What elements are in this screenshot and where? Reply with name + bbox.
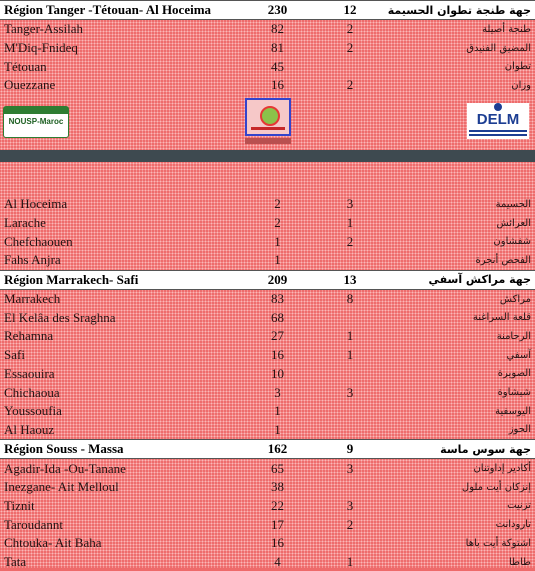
- province-name: Essaouira: [4, 365, 55, 381]
- delm-logo-text: DELM: [476, 111, 520, 128]
- region-name: Région Tanger -Tétouan- Al Hoceima: [0, 1, 235, 20]
- count-b: 1: [346, 554, 354, 570]
- province-name-arabic: جهة مراكش آسفي: [380, 270, 535, 289]
- table-row: [0, 57, 535, 76]
- count-a: 1: [274, 421, 281, 437]
- table-row: [0, 421, 535, 440]
- province-name-arabic: جهة سوس ماسة: [380, 440, 535, 459]
- province-name-arabic: إنزكان أيت ملول: [461, 481, 531, 493]
- province-name: Marrakech: [4, 291, 61, 307]
- table-bottom: [0, 195, 535, 571]
- region-total-a: 230: [235, 1, 320, 20]
- province-name-arabic: الصويرة: [497, 368, 531, 380]
- table-row: [0, 515, 535, 534]
- count-a: 4: [274, 554, 281, 570]
- count-b: 3: [346, 196, 354, 212]
- province-name: Larache: [4, 215, 46, 231]
- province-name: Tétouan: [4, 58, 47, 74]
- province-name-arabic: آسفي: [506, 349, 531, 361]
- province-name: Chichaoua: [4, 384, 60, 400]
- top-spacer: [0, 162, 535, 195]
- table-bottom-body: [0, 195, 535, 571]
- delm-dot-icon: [494, 103, 502, 111]
- count-b: 1: [346, 215, 354, 231]
- province-name-arabic: أكادير إداوتنان: [473, 463, 531, 475]
- province-name: Al Hoceima: [4, 196, 68, 212]
- count-a: 1: [274, 403, 281, 419]
- table-row: [0, 383, 535, 402]
- table-row: [0, 346, 535, 365]
- province-name: Agadir-Ida -Ou-Tanane: [4, 460, 126, 476]
- count-a: 209: [235, 270, 320, 289]
- count-b: 2: [346, 233, 354, 249]
- province-name-arabic: مراكش: [499, 293, 531, 305]
- count-b: [320, 421, 380, 440]
- province-name-arabic: الحسيمة: [495, 198, 531, 210]
- delm-logo: [467, 103, 529, 139]
- province-name: Taroudannt: [4, 516, 64, 532]
- table-row: [0, 195, 535, 214]
- province-name-arabic: تزنيت: [507, 500, 531, 512]
- count-b: 3: [346, 384, 354, 400]
- count-b: 2: [346, 516, 354, 532]
- count-b: [320, 251, 380, 270]
- province-name-arabic: المضيق الفنيدق: [466, 42, 531, 54]
- table-row: [0, 308, 535, 327]
- province-name: Ouezzane: [4, 77, 56, 93]
- count-b: 3: [346, 460, 354, 476]
- province-name-arabic: تارودانت: [495, 519, 531, 531]
- table-row: [0, 39, 535, 58]
- region-header-row: [0, 440, 535, 459]
- page-bottom: [0, 162, 535, 568]
- region-total-b: 12: [320, 1, 380, 20]
- province-name-arabic: الحوز: [508, 424, 531, 436]
- province-name: Chtouka- Ait Baha: [4, 535, 102, 551]
- table-row: [0, 289, 535, 308]
- table-row: [0, 402, 535, 421]
- province-name-arabic: طنجة أصيلة: [482, 23, 531, 35]
- region-header-row: [0, 270, 535, 289]
- province-name-arabic: طاطا: [508, 556, 531, 568]
- table-row: [0, 20, 535, 39]
- table-row: [0, 232, 535, 251]
- province-name: Youssoufia: [4, 403, 62, 419]
- province-name-arabic: العرائش: [496, 217, 531, 229]
- nousp-logo-text: NOUSP-Maroc: [8, 117, 64, 126]
- count-b: 8: [346, 291, 354, 307]
- count-b: 1: [346, 328, 354, 344]
- province-name: Région Marrakech- Safi: [0, 270, 235, 289]
- count-a: 82: [271, 21, 284, 37]
- table-row: [0, 534, 535, 553]
- count-b: [320, 478, 380, 497]
- table-top-body: [0, 1, 535, 95]
- count-a: 10: [271, 365, 284, 381]
- table-row: [0, 327, 535, 346]
- count-b: 2: [346, 77, 354, 93]
- province-name: Tiznit: [4, 497, 35, 513]
- province-name: Inezgane- Ait Melloul: [4, 479, 119, 495]
- province-name: Rehamna: [4, 328, 54, 344]
- count-a: 81: [271, 40, 284, 56]
- count-a: 16: [271, 347, 284, 363]
- province-name-arabic: وزان: [511, 79, 531, 91]
- count-b: [320, 57, 380, 76]
- ministry-emblem-logo: [245, 98, 291, 136]
- count-a: 27: [271, 328, 284, 344]
- count-a: 162: [235, 440, 320, 459]
- province-name: M'Diq-Fnideq: [4, 40, 78, 56]
- count-a: 38: [271, 479, 284, 495]
- delm-logo-lines: [469, 130, 527, 132]
- count-b: [320, 402, 380, 421]
- count-b: 1: [346, 347, 354, 363]
- emblem-line: [251, 127, 285, 130]
- count-a: 16: [271, 77, 284, 93]
- count-a: 65: [271, 460, 284, 476]
- province-name: Chefchaouen: [4, 233, 73, 249]
- count-b: [320, 365, 380, 384]
- count-b: 3: [346, 497, 354, 513]
- count-a: 68: [271, 309, 284, 325]
- count-a: 83: [271, 291, 284, 307]
- province-name-arabic: تطوان: [504, 61, 531, 73]
- count-a: 1: [274, 233, 281, 249]
- emblem-caption: [245, 138, 291, 144]
- province-name: Région Souss - Massa: [0, 440, 235, 459]
- count-a: 45: [271, 58, 284, 74]
- count-a: 1: [274, 252, 281, 268]
- region-header-row: [0, 1, 535, 20]
- count-b: [320, 534, 380, 553]
- page-top: [0, 0, 535, 150]
- nousp-logo: [3, 106, 69, 138]
- count-b: 9: [320, 440, 380, 459]
- count-a: 3: [274, 384, 281, 400]
- province-name-arabic: اشتوكة أيت باها: [465, 537, 531, 549]
- count-b: 13: [320, 270, 380, 289]
- province-name: El Kelâa des Sraghna: [4, 309, 116, 325]
- table-row: [0, 251, 535, 270]
- province-name: Safi: [4, 347, 25, 363]
- province-name: Al Haouz: [4, 421, 55, 437]
- logos-strip: [0, 98, 535, 148]
- table-row: [0, 214, 535, 233]
- province-name: Fahs Anjra: [4, 252, 61, 268]
- table-row: [0, 76, 535, 95]
- table-top: [0, 0, 535, 95]
- province-name: Tanger-Assilah: [4, 21, 83, 37]
- province-name-arabic: اليوسفية: [495, 405, 531, 417]
- nousp-logo-bar: [4, 107, 68, 114]
- count-b: 2: [346, 21, 354, 37]
- table-row: [0, 497, 535, 516]
- province-name-arabic: شيشاوة: [497, 387, 531, 399]
- table-row: [0, 459, 535, 478]
- count-a: 2: [274, 215, 281, 231]
- province-name: Tata: [4, 554, 27, 570]
- count-a: 17: [271, 516, 284, 532]
- province-name-arabic: شفشاون: [493, 236, 531, 248]
- region-name-arabic: جهة طنجة تطوان الحسيمة: [380, 1, 535, 20]
- count-a: 22: [271, 497, 284, 513]
- count-b: 2: [346, 40, 354, 56]
- count-b: [320, 308, 380, 327]
- province-name-arabic: قلعة السراغنة: [472, 312, 531, 324]
- page-separator: [0, 150, 535, 162]
- table-row: [0, 478, 535, 497]
- count-a: 16: [271, 535, 284, 551]
- table-row: [0, 365, 535, 384]
- emblem-ring-icon: [260, 106, 280, 126]
- province-name-arabic: الرحامنة: [496, 330, 531, 342]
- table-row: [0, 553, 535, 571]
- count-a: 2: [274, 196, 281, 212]
- province-name-arabic: الفحص أنجرة: [475, 254, 531, 266]
